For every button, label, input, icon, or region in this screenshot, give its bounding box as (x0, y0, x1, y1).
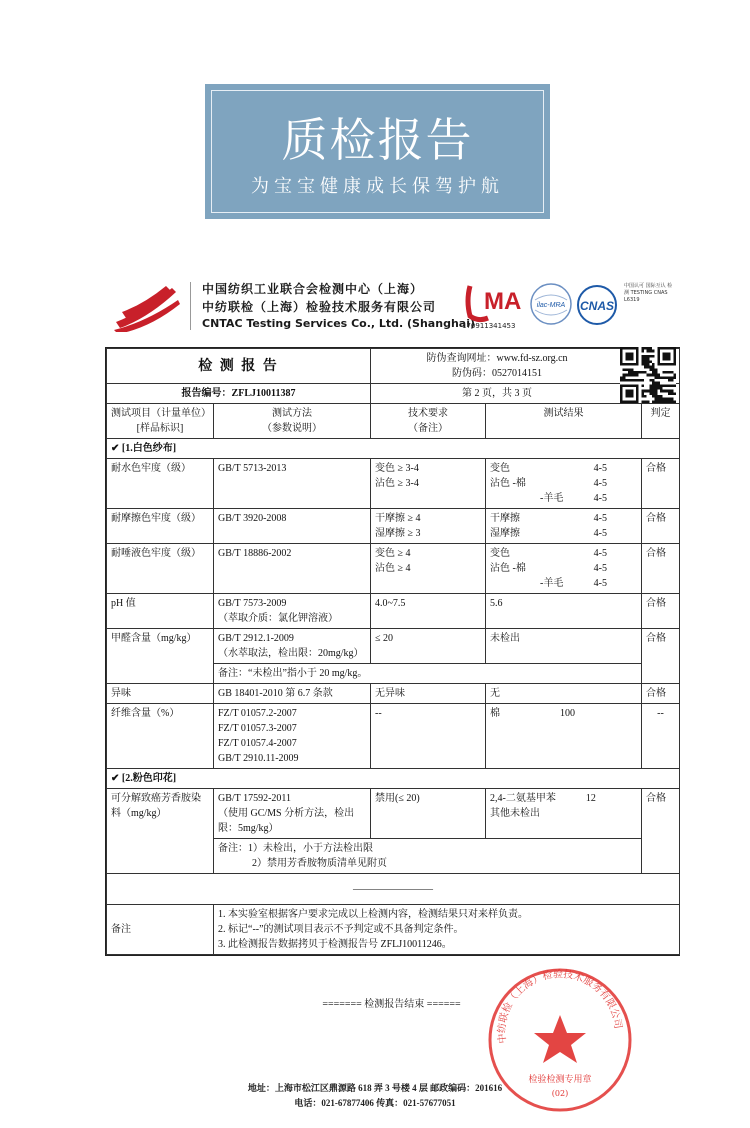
report-number: 报告编号：ZFLJ10011387 (107, 384, 371, 404)
org-name-line2: 中纺联检（上海）检验技术服务有限公司 (202, 300, 437, 314)
banner-title: 质检报告 (281, 113, 474, 167)
letterhead-divider (190, 282, 191, 330)
cma-logo-icon (464, 278, 526, 324)
table-row: 耐水色牢度（级） GB/T 5713-2013 变色 ≥ 3-4 沾色 ≥ 3-4 变色 4-5 沾色 -棉 4-5 -羊毛 4-5 合格 (107, 459, 680, 509)
verify-url: 防伪查询网址：www.fd-sz.org.cn (426, 353, 568, 364)
section-white-gauze: ✔ [1.白色纱布] (107, 439, 680, 459)
section-pink-print: ✔ [2.粉色印花] (107, 769, 680, 789)
col-header-method: 测试方法 （参数说明） (214, 404, 371, 439)
report-end-line: ======= 检测报告结束 ====== (322, 999, 461, 1010)
amine-note: 备注：1）未检出，小于方法检出限 2）禁用芳香胺物质清单见附页 (214, 839, 642, 874)
table-row: 甲醛含量（mg/kg） GB/T 2912.1-2009 （水萃取法，检出限：20mg/kg） ≤ 20 未检出 合格 (107, 629, 680, 664)
qr-code-icon (620, 347, 676, 403)
table-row: 可分解致癌芳香胺染料（mg/kg） GB/T 17592-2011 （使用 GC/MS 分析方法，检出限：5mg/kg） 禁用(≤ 20) 2,4-二氨基甲苯 12 其他未检出 合格 (107, 789, 680, 839)
report-title: 检 测 报 告 (107, 349, 371, 384)
table-row: 异味 GB 18401-2010 第 6.7 条款 无异味 无 合格 (107, 684, 680, 704)
cma-number: 170911341453 (462, 322, 516, 330)
table-row: 耐唾液色牢度（级） GB/T 18886-2002 变色 ≥ 4 沾色 ≥ 4 变色 4-5 沾色 -棉 4-5 -羊毛 4-5 合格 (107, 544, 680, 594)
cnas-label: CNAS (579, 299, 615, 313)
org-name-english: CNTAC Testing Services Co., Ltd. (Shanghai) (202, 317, 475, 330)
col-header-requirement: 技术要求 （备注） (371, 404, 486, 439)
page-info: 第 2 页，共 3 页 (371, 384, 680, 404)
table-row: pH 值 GB/T 7573-2009 （萃取介质：氯化钾溶液） 4.0~7.5 5.6 合格 (107, 594, 680, 629)
letterhead (112, 278, 672, 338)
footer-address: 地址：上海市松江区鼎源路 618 弄 3 号楼 4 层 邮政编码：201616 (247, 1083, 503, 1093)
formaldehyde-note: 备注：“未检出”指小于 20 mg/kg。 (214, 664, 642, 684)
org-name-line1: 中国纺织工业联合会检测中心（上海） (202, 282, 424, 296)
verify-code: 防伪码：0527014151 (452, 368, 543, 379)
col-header-item: 测试项目（计量单位） [样品标识] (107, 404, 214, 439)
seal-ring-text: 中纺联检（上海）检验技术服务有限公司 (496, 969, 624, 1045)
test-report-table (105, 347, 680, 956)
ilac-mra-logo-icon (529, 282, 573, 326)
seal-center-text: 检验检测专用章 (528, 1075, 592, 1085)
col-header-judgement: 判定 (642, 404, 680, 439)
table-row: 纤维含量（%） FZ/T 01057.2-2007 FZ/T 01057.3-2007 FZ/T 01057.4-2007 GB/T 2910.11-2009 -- 棉 100 -- (107, 704, 680, 769)
cntac-logo-icon (112, 282, 182, 332)
seal-number: (02) (551, 1089, 569, 1098)
remarks-list: 1. 本实验室根据客户要求完成以上检测内容，检测结果只对来样负责。 2. 标记“--”的测试项目表示不予判定或不具备判定条件。 3. 此检测报告数据拷贝于检测报告号 ZFLJ10011246。 (214, 905, 680, 955)
banner-subtitle: 为宝宝健康成长保驾护航 (251, 176, 504, 197)
cnas-caption: 中国认可 国际互认 检测 TESTING CNAS L6319 (624, 283, 673, 303)
remarks-label: 备注 (107, 905, 214, 955)
col-header-result: 测试结果 (486, 404, 642, 439)
ilac-label: ilac-MRA (536, 302, 566, 309)
title-banner (205, 84, 550, 219)
table-row: 耐摩擦色牢度（级） GB/T 3920-2008 干摩擦 ≥ 4 湿摩擦 ≥ 3 干摩擦 4-5 湿摩擦 4-5 合格 (107, 509, 680, 544)
cma-label: MA (484, 288, 522, 315)
footer-phone: 电话：021-67877406 传真：021-57677051 (294, 1098, 456, 1108)
table-divider: ———————— (107, 874, 680, 905)
cnas-logo-icon (574, 284, 620, 326)
